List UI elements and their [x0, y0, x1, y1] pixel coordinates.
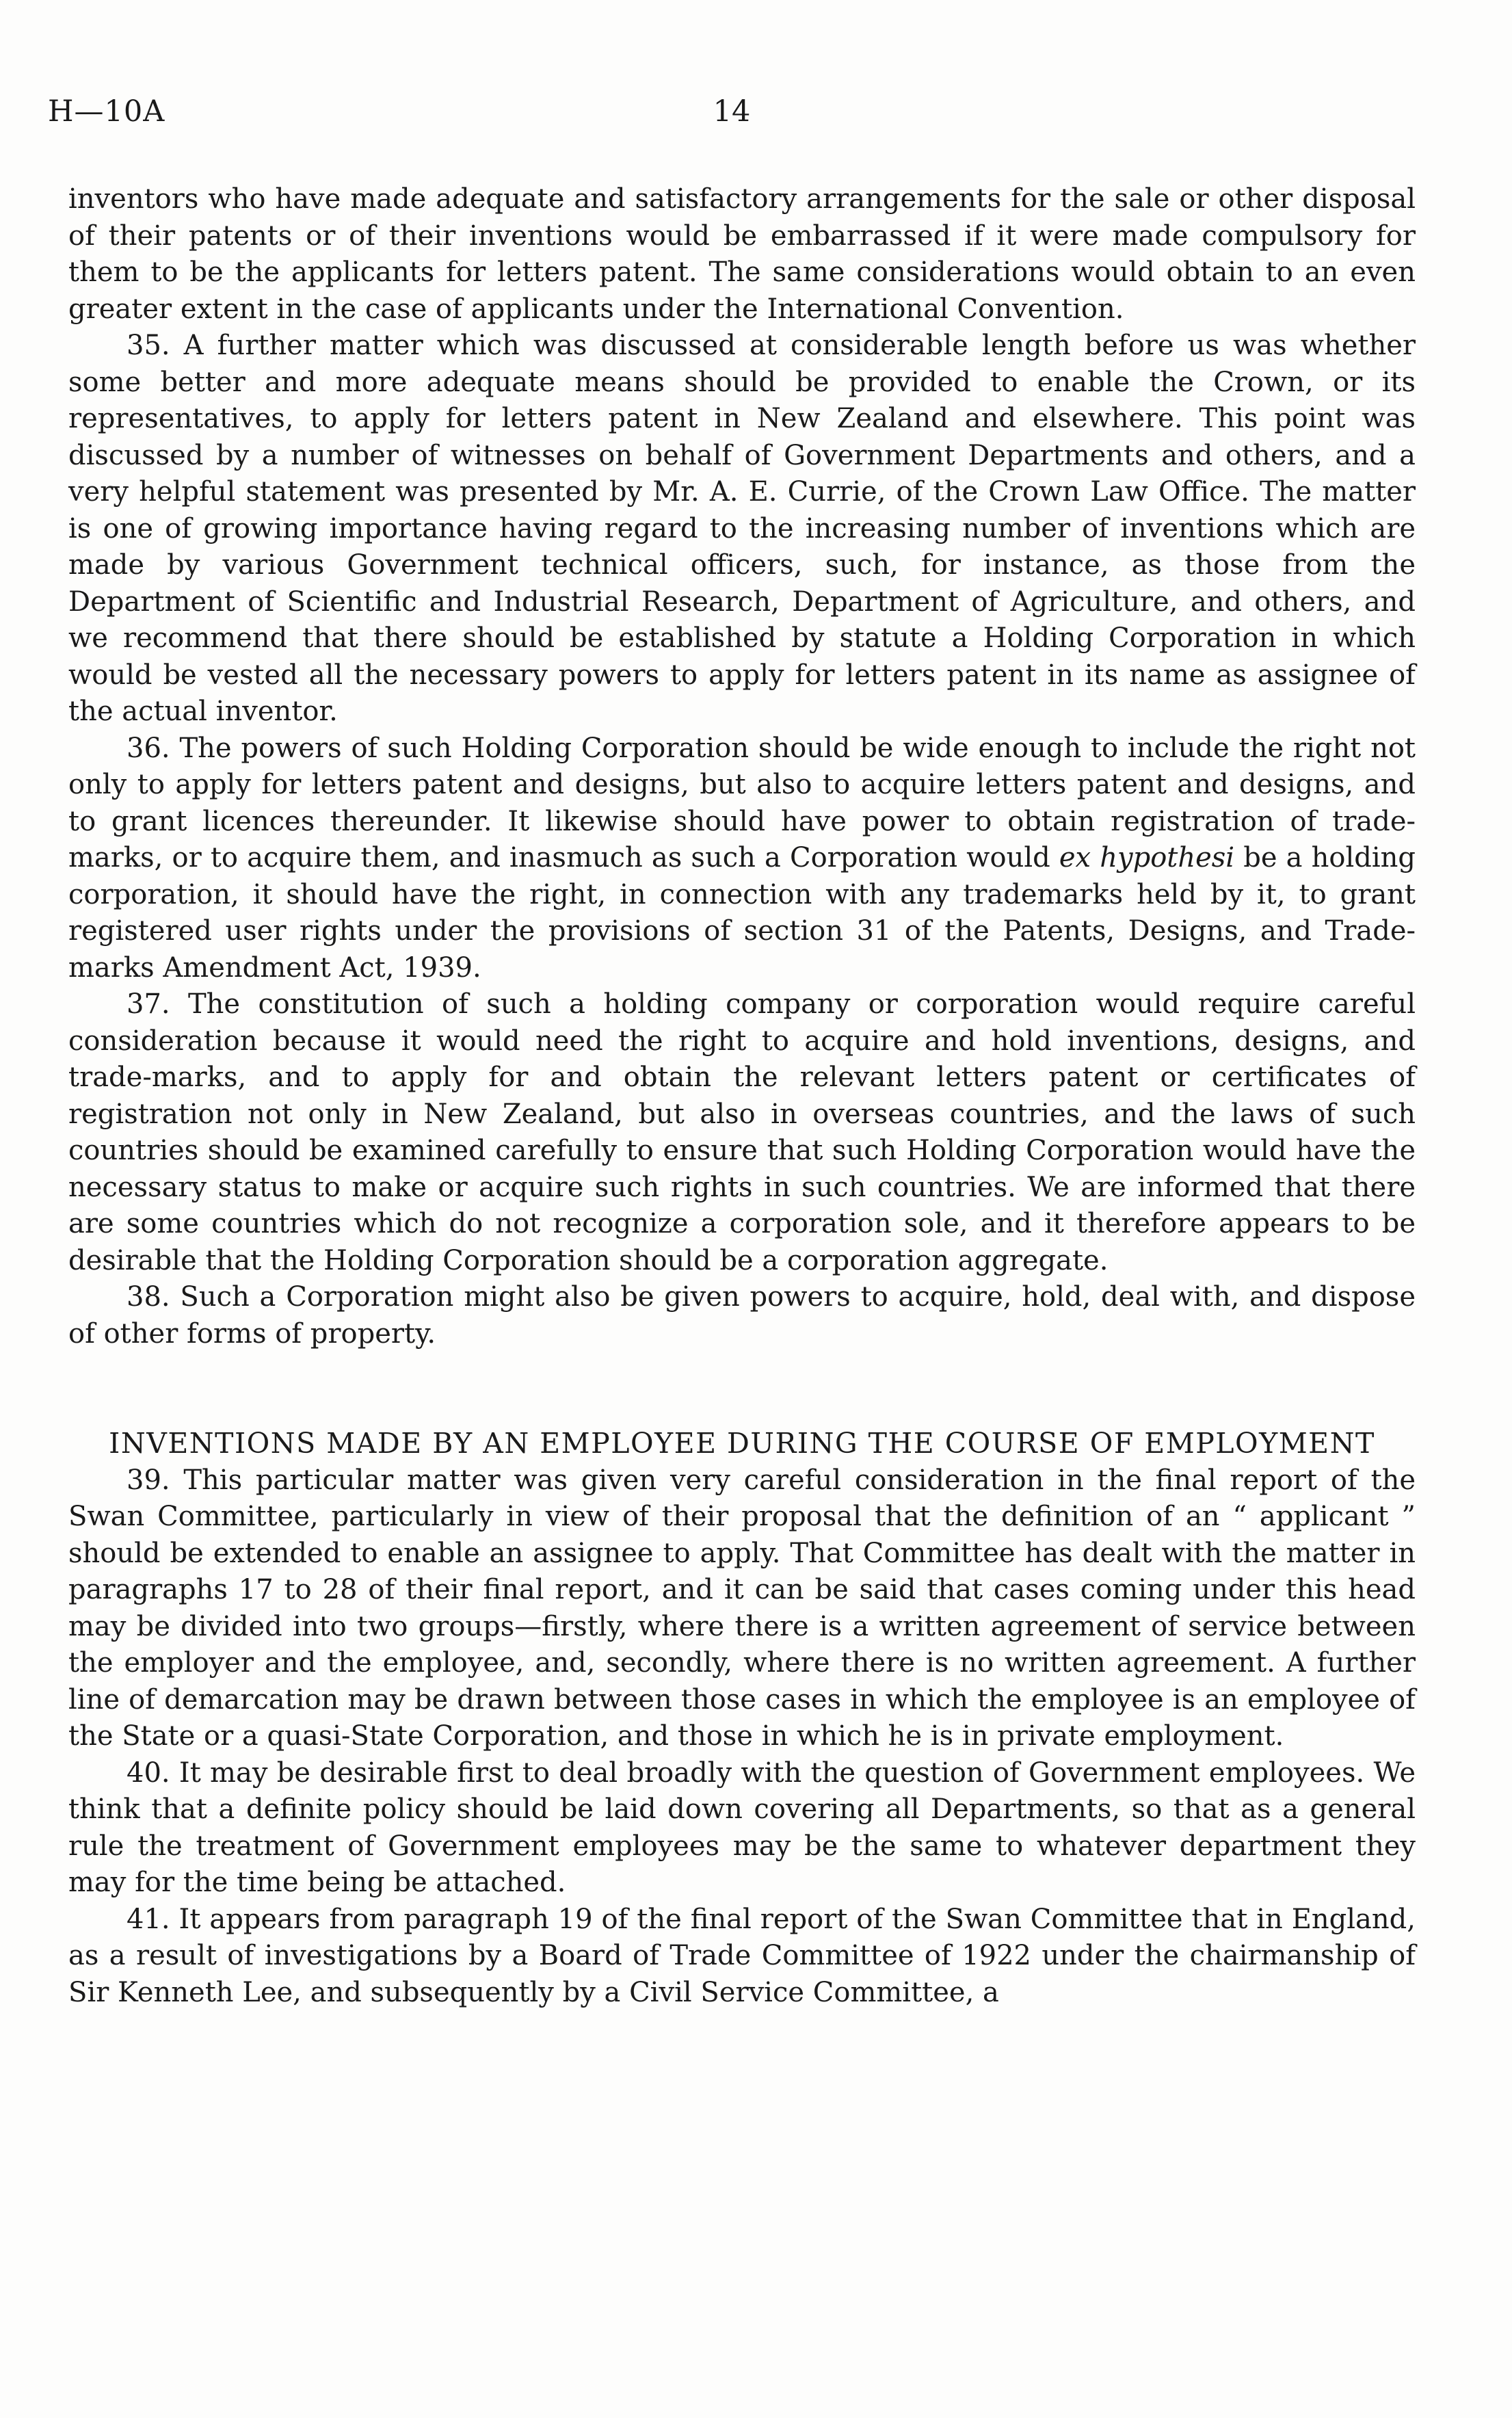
paragraph-41: 41. It appears from paragraph 19 of the final report of the Swan Committee that in England, as a result of investigations by a Board of Trade Committee of 1922 under the chairmanship of Sir Kenneth Lee, and subsequently by a Civil Service Committee, a [68, 1903, 1416, 2008]
body-text [68, 181, 1416, 2011]
paragraph-36-text-before: 36. The powers of such Holding Corporation should be wide enough to include the right not only to apply for letters patent and designs, but also to acquire letters patent and designs, and to grant licences thereunder. It likewise should have power to obtain registration of trade-marks, or to acquire them, and inasmuch as such a Corporation would [68, 732, 1416, 873]
paragraph-35: 35. A further matter which was discussed at considerable length before us was whether some better and more adequate means should be provided to enable the Crown, or its representatives, to apply for letters patent in New Zealand and elsewhere. This point was discussed by a number of witnesses on behalf of Government Departments and others, and a very helpful statement was presented by Mr. A. E. Currie, of the Crown Law Office. The matter is one of growing importance having regard to the increasing number of inventions which are made by various Government technical officers, such, for instance, as those from the Department of Scientific and Industrial Research, Department of Agriculture, and others, and we recommend that there should be established by statute a Holding Corporation in which would be vested all the necessary powers to apply for letters patent in its name as assignee of the actual inventor. [68, 330, 1416, 727]
section-heading: INVENTIONS MADE BY AN EMPLOYEE DURING THE COURSE OF EMPLOYMENT [109, 1427, 1375, 1460]
paragraph-36 [68, 731, 1416, 987]
page-number: 14 [713, 94, 751, 129]
document-code: H—10A [48, 94, 165, 129]
paragraph-40: 40. It may be desirable first to deal broadly with the question of Government employees. We think that a definite policy should be laid down covering all Departments, so that as a general rule the treatment of Government employees may be the same to whatever department they may for the time being be attached. [68, 1757, 1416, 1898]
paragraph-continuation: inventors who have made adequate and satisfactory arrangements for the sale or other disposal of their patents or of their inventions would be embarrassed if it were made compulsory for them to be the applicants for letters patent. The same considerations would obtain to an even greater extent in the case of applicants under the International Convention. [68, 183, 1416, 325]
paragraph-38: 38. Such a Corporation might also be given powers to acquire, hold, deal with, and dispose of other forms of property. [68, 1281, 1416, 1350]
paragraph-37: 37. The constitution of such a holding company or corporation would require careful consideration because it would need the right to acquire and hold inventions, designs, and trade-marks, and to apply for and obtain the relevant letters patent or certificates of registration not only in New Zealand, but also in overseas countries, and the laws of such countries should be examined carefully to ensure that such Holding Corporation would have the necessary status to make or acquire such rights in such countries. We are informed that there are some countries which do not recognize a corporation sole, and it therefore appears to be desirable that the Holding Corporation should be a corporation aggregate. [68, 988, 1416, 1276]
paragraph-39: 39. This particular matter was given very careful consideration in the final report of the Swan Committee, particularly in view of their proposal that the definition of an “ applicant ” should be extended to enable an assignee to apply. That Committee has dealt with the matter in paragraphs 17 to 28 of their final report, and it can be said that cases coming under this head may be divided into two groups—firstly, where there is a written agreement of service between the employer and the employee, and, secondly, where there is no written agreement. A further line of demarcation may be drawn between those cases in which the employee is an employee of the State or a quasi-State Corporation, and those in which he is in private employment. [68, 1464, 1416, 1752]
paragraph-36-text-after: be a holding corporation, it should have the right, in connection with any trademarks held by it, to grant registered user rights under the provisions of section 31 of the Patents, Designs, and Trade-marks Amendment Act, 1939. [68, 842, 1416, 984]
latin-phrase: ex hypothesi [1059, 842, 1235, 873]
page-header [48, 94, 1416, 142]
